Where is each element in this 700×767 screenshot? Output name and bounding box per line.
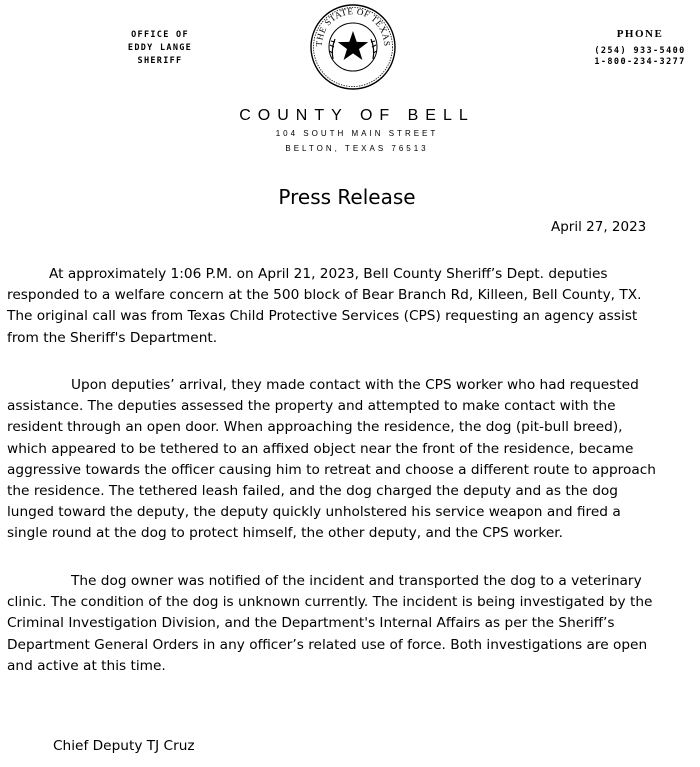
phone-block (580, 29, 700, 68)
address-street: 104 SOUTH MAIN STREET (275, 129, 439, 138)
text-line: from the Sheriff's Department. (7, 329, 218, 346)
text-line: Upon deputies’ arrival, they made contact with the CPS worker who had requested (71, 377, 639, 393)
text-line: single round at the dog to protect himself, the other deputy, and the CPS worker. (7, 525, 563, 542)
office-line: SHERIFF (137, 56, 183, 66)
county-header (0, 107, 700, 155)
phone-title: PHONE (616, 28, 664, 40)
star-icon (338, 31, 368, 60)
paragraph-3 (7, 571, 689, 677)
county-name: COUNTY OF BELL (239, 107, 475, 124)
signature-name: Chief Deputy TJ Cruz (53, 738, 195, 754)
office-line: OFFICE OF (131, 30, 189, 40)
text-line: clinic. The condition of the dog is unknown currently. The incident is being investigated by the (7, 594, 653, 611)
phone-number: (254) 933-5400 (594, 46, 686, 56)
release-date: April 27, 2023 (551, 219, 647, 235)
text-line: aggressive towards the officer causing him to retreat and choose a different route to approach (7, 461, 656, 478)
paragraph-2 (7, 375, 689, 545)
text-line: which appeared to be tethered to an affixed object near the front of the residence, became (7, 440, 634, 457)
paragraph-1 (7, 264, 689, 349)
phone-number: 1-800-234-3277 (594, 57, 686, 67)
sheriff-office-block (100, 29, 220, 68)
text-line: The original call was from Texas Child Protective Services (CPS) requesting an agency assist (7, 308, 638, 325)
text-line: lunged toward the deputy, the deputy quickly unholstered his service weapon and fired a (7, 504, 621, 521)
text-line: At approximately 1:06 P.M. on April 21, 2023, Bell County Sheriff’s Dept. deputies (49, 266, 608, 282)
page-title: Press Release (278, 185, 416, 209)
text-line: responded to a welfare concern at the 500 block of Bear Branch Rd, Killeen, Bell County, TX. (7, 287, 642, 304)
text-line: Department General Orders in any officer’s related use of force. Both investigations are open (7, 636, 648, 653)
text-line: assistance. The deputies assessed the property and attempted to make contact with the (7, 398, 616, 415)
text-line: The dog owner was notified of the incident and transported the dog to a veterinary (71, 573, 642, 589)
text-line: and active at this time. (7, 657, 166, 674)
text-line: the residence. The tethered leash failed, and the dog charged the deputy and as the dog (7, 483, 618, 500)
address-city: BELTON, TEXAS 76513 (285, 144, 429, 153)
state-of-texas-seal (309, 3, 397, 91)
sheriff-name: EDDY LANGE (127, 43, 193, 53)
text-line: Criminal Investigation Division, and the Department's Internal Affairs as per the Sheriff’s (7, 615, 615, 632)
text-line: resident through an open door. When approaching the residence, the dog (pit-bull breed), (7, 419, 623, 436)
seal-text: THE STATE OF TEXAS (313, 6, 393, 47)
